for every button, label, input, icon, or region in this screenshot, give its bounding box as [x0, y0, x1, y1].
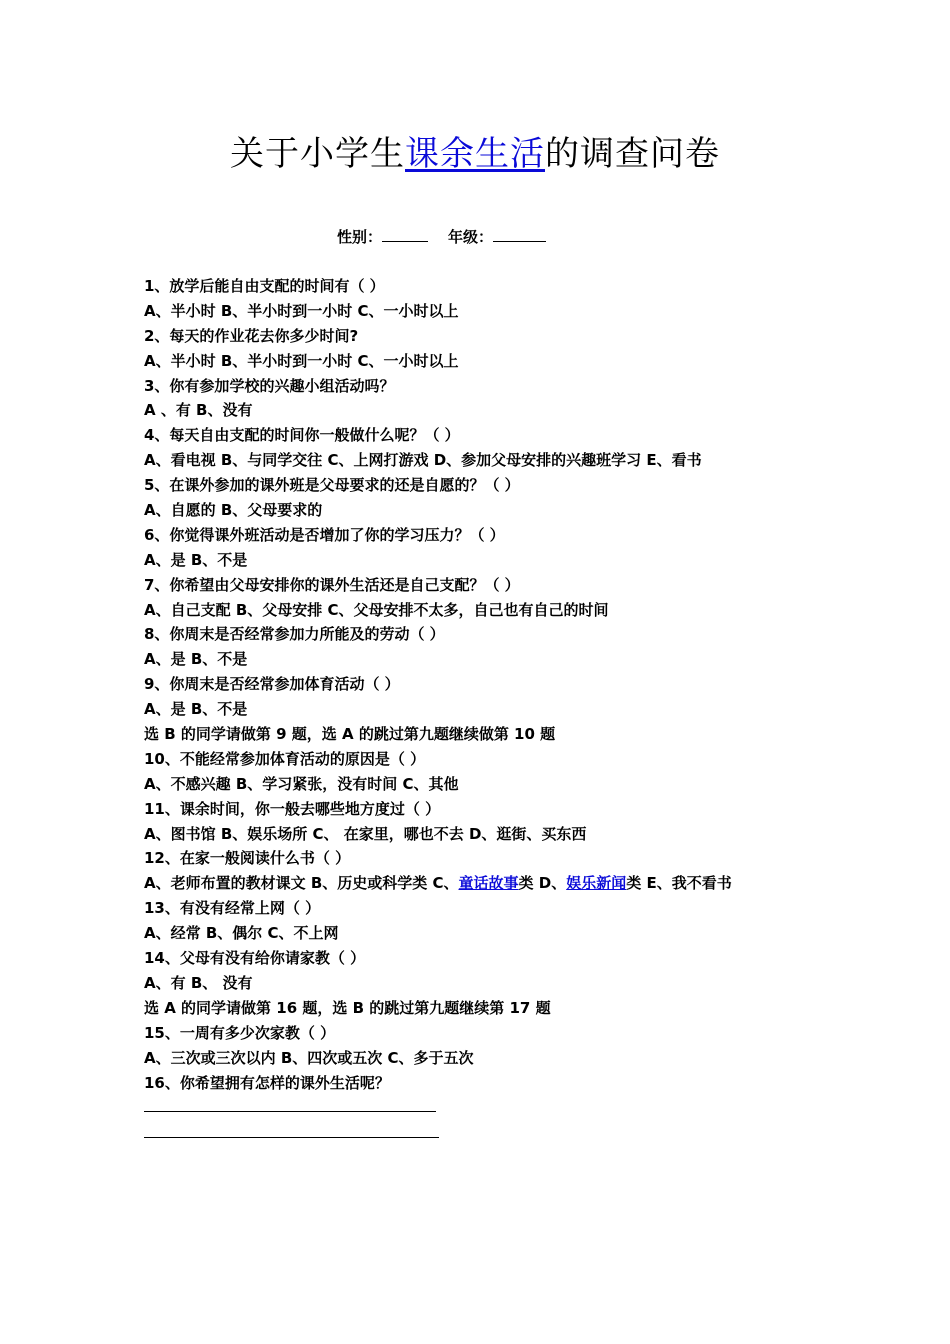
- question-line: A、经常 B、偶尔 C、不上网: [144, 924, 339, 943]
- gender-label: 性别：: [337, 228, 383, 246]
- question-line: 6、你觉得课外班活动是否增加了你的学习压力？（ ）: [144, 525, 505, 544]
- question-line: A、半小时 B、半小时到一小时 C、一小时以上: [144, 351, 459, 370]
- question-line: 10、不能经常参加体育活动的原因是（ ）: [144, 749, 426, 768]
- question-line: A、看电视 B、与同学交往 C、上网打游戏 D、参加父母安排的兴趣班学习 E、看书: [144, 451, 702, 470]
- question-line: 9、你周末是否经常参加体育活动（ ）: [144, 675, 400, 694]
- question-line: 11、课余时间，你一般去哪些地方度过（ ）: [144, 799, 441, 818]
- grade-label: 年级：: [448, 228, 494, 246]
- question-line: A、图书馆 B、娱乐场所 C、 在家里，哪也不去 D、逛街、买东西: [144, 824, 587, 843]
- question-line: 选 A 的同学请做第 16 题，选 B 的跳过第九题继续第 17 题: [144, 998, 551, 1017]
- question-line: A、半小时 B、半小时到一小时 C、一小时以上: [144, 301, 459, 320]
- question-line: A、自己支配 B、父母安排 C、父母安排不太多，自己也有自己的时间: [144, 600, 609, 619]
- question-line: A、不感兴趣 B、学习紧张，没有时间 C、其他: [144, 774, 459, 793]
- question-line: 14、父母有没有给你请家教（ ）: [144, 949, 366, 968]
- question-line: A、有 B、 没有: [144, 973, 253, 992]
- question-line: A、是 B、不是: [144, 550, 248, 569]
- question-line: A、三次或三次以内 B、四次或五次 C、多于五次: [144, 1048, 474, 1067]
- inline-link[interactable]: 童话故事: [458, 874, 519, 893]
- question-line: 4、每天自由支配的时间你一般做什么呢？（ ）: [144, 426, 460, 445]
- question-line: 5、在课外参加的课外班是父母要求的还是自愿的？（ ）: [144, 476, 520, 495]
- title-text-after: 的调查问卷: [545, 134, 720, 174]
- question-line: 3、你有参加学校的兴趣小组活动吗？: [144, 376, 395, 395]
- question-line: 2、每天的作业花去你多少时间?: [144, 326, 359, 345]
- question-line: 13、有没有经常上网（ ）: [144, 899, 321, 918]
- question-line: 16、你希望拥有怎样的课外生活呢？: [144, 1073, 390, 1092]
- question-line: [144, 871, 732, 896]
- question-line: A 、有 B、没有: [144, 401, 253, 420]
- question-line: 7、你希望由父母安排你的课外生活还是自己支配？（ ）: [144, 575, 520, 594]
- question-line: 选 B 的同学请做第 9 题，选 A 的跳过第九题继续做第 10 题: [144, 725, 556, 744]
- question-list: [144, 274, 732, 1095]
- question-line: 12、在家一般阅读什么书（ ）: [144, 849, 351, 868]
- question-line: 15、一周有多少次家教（ ）: [144, 1023, 336, 1042]
- question-line: A、自愿的 B、父母要求的: [144, 501, 323, 520]
- line-segment: 类 D、: [518, 874, 567, 893]
- line-segment: 类 E、我不看书: [626, 874, 732, 893]
- line-segment: A、老师布置的教材课文 B、历史或科学类 C、: [144, 874, 459, 893]
- title-text-before: 关于小学生: [230, 134, 405, 174]
- grade-blank[interactable]: [493, 227, 546, 242]
- gender-blank[interactable]: [382, 227, 428, 242]
- inline-link[interactable]: 娱乐新闻: [566, 874, 627, 893]
- question-line: 8、你周末是否经常参加力所能及的劳动（ ）: [144, 625, 445, 644]
- question-line: A、是 B、不是: [144, 650, 248, 669]
- answer-line-1[interactable]: [144, 1111, 436, 1112]
- answer-line-2[interactable]: [144, 1137, 439, 1138]
- document-title: [0, 126, 950, 175]
- respondent-info: [337, 226, 546, 247]
- question-line: 1、放学后能自由支配的时间有（ ）: [144, 277, 385, 295]
- question-line: A、是 B、不是: [144, 700, 248, 719]
- title-link[interactable]: 课余生活: [405, 134, 545, 174]
